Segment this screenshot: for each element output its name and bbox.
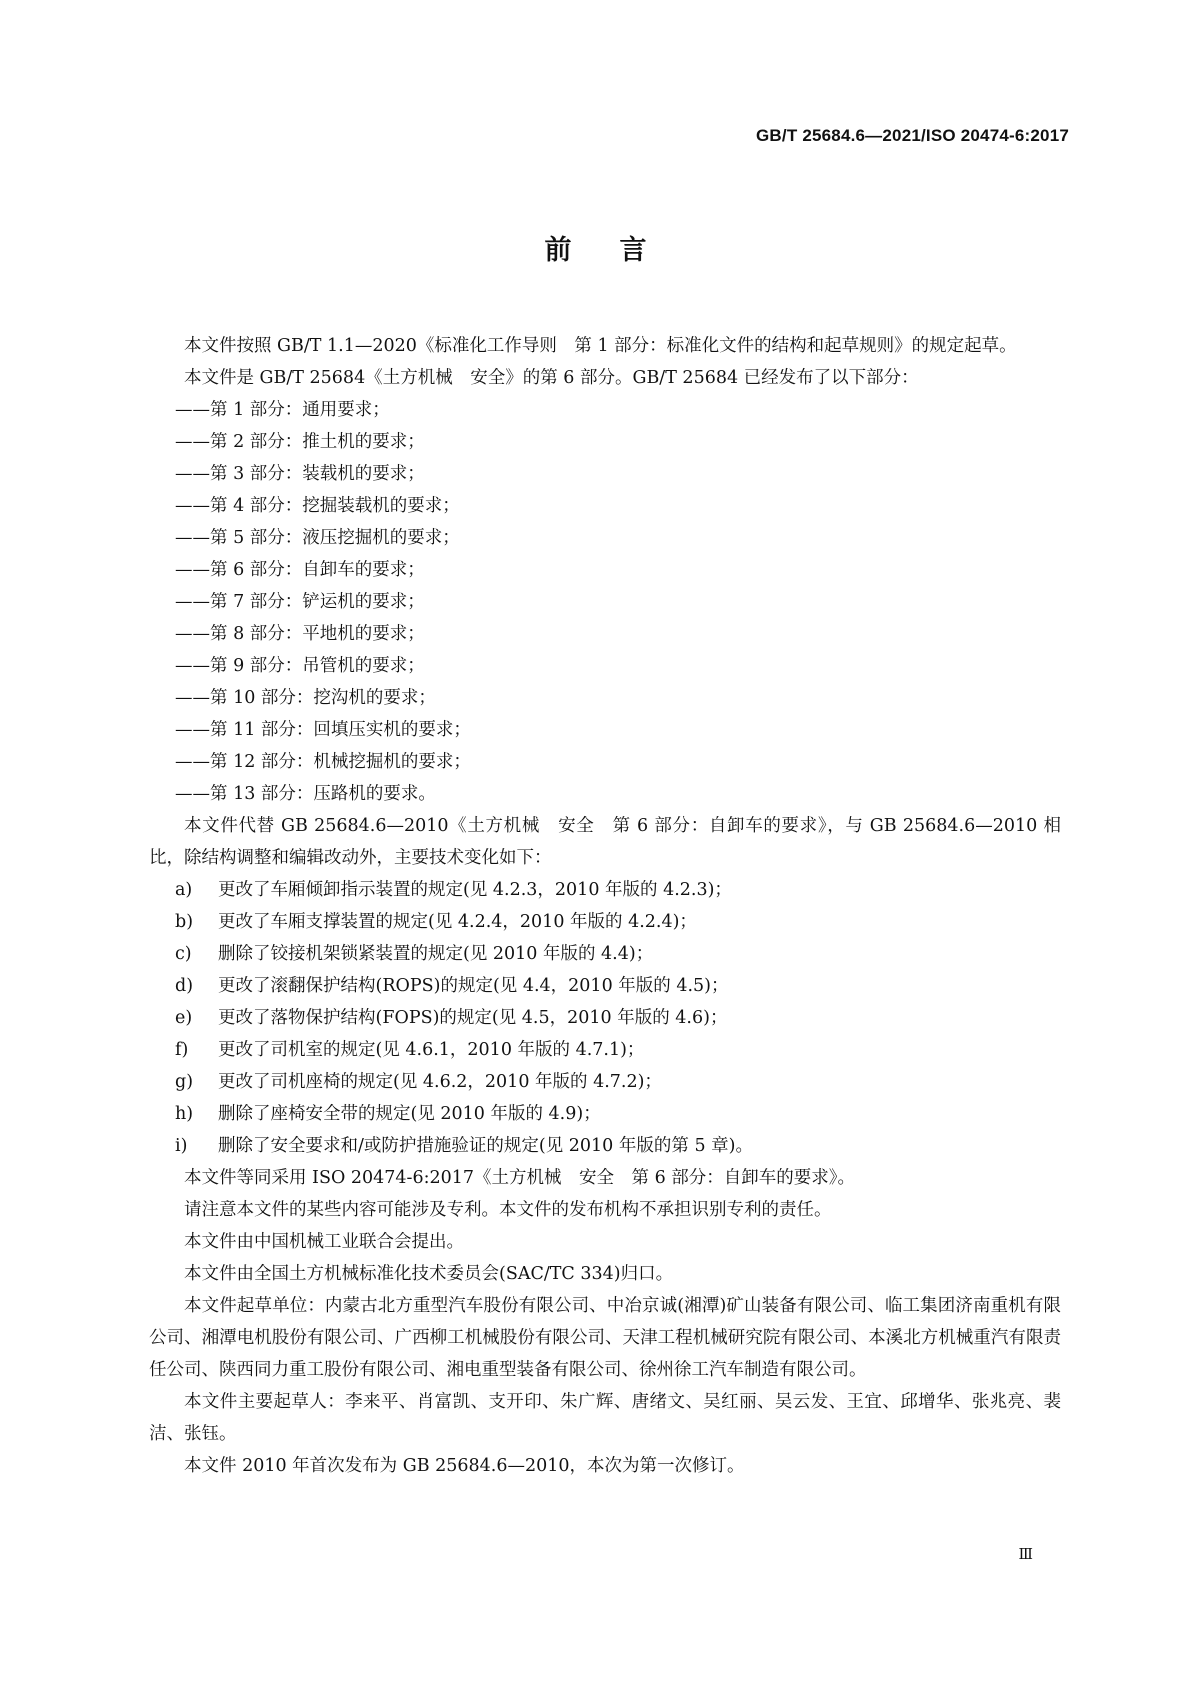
paragraph-administered-by: 本文件由全国土方机械标准化技术委员会(SAC/TC 334)归口。 [184,1264,674,1284]
item-label: b) [175,912,194,932]
item-label: e) [175,1008,193,1028]
item-text: 删除了铰接机架锁紧装置的规定(见 2010 年版的 4.4)； [218,944,654,964]
item-label: h) [175,1104,194,1124]
list-item: —— 第 13 部分：压路机的要求。 [149,778,1061,810]
item-label: i) [175,1136,188,1156]
paragraph-proposed-by: 本文件由中国机械工业联合会提出。 [184,1232,464,1252]
parts-list [149,394,1061,810]
title-char-2: 言 [619,235,647,266]
list-item: —— 第 9 部分：吊管机的要求； [149,650,1061,682]
item-text: 删除了座椅安全带的规定(见 2010 年版的 4.9)； [218,1104,601,1124]
item-text: 更改了落物保护结构(FOPS)的规定(见 4.5，2010 年版的 4.6)； [218,1008,728,1028]
list-item: —— 第 7 部分：铲运机的要求； [149,586,1061,618]
item-label: f) [175,1040,189,1060]
item-text: 更改了司机室的规定(见 4.6.1，2010 年版的 4.7.1)； [218,1040,645,1060]
item-label: d) [175,976,194,996]
list-item [149,1098,1061,1130]
list-item [149,1002,1061,1034]
list-item [149,970,1061,1002]
standard-code: GB/T 25684.6—2021/ISO 20474-6:2017 [756,126,1069,145]
foreword-body [149,330,1061,1482]
list-item [149,906,1061,938]
paragraph-drafting-units: 本文件起草单位：内蒙古北方重型汽车股份有限公司、中冶京诚(湘潭)矿山装备有限公司、临工集团济南重机有限公司、湘潭电机股份有限公司、广西柳工机械股份有限公司、天津工程机械研究院有限公司、本溪北方机械重汽有限责任公司、陕西同力重工股份有限公司、湘电重型装备有限公司、徐州徐工汽车制造有限公司。 [149,1296,1061,1380]
paragraph-drafting-rules: 本文件按照 GB/T 1.1—2020《标准化工作导则 第 1 部分：标准化文件的结构和起草规则》的规定起草。 [184,336,1017,356]
list-item: —— 第 2 部分：推土机的要求； [149,426,1061,458]
item-label: c) [175,944,192,964]
item-text: 删除了安全要求和/或防护措施验证的规定(见 2010 年版的第 5 章)。 [218,1136,753,1156]
list-item: —— 第 10 部分：挖沟机的要求； [149,682,1061,714]
list-item: —— 第 5 部分：液压挖掘机的要求； [149,522,1061,554]
page-title [0,228,1191,267]
paragraph-patent-notice: 请注意本文件的某些内容可能涉及专利。本文件的发布机构不承担识别专利的责任。 [184,1200,832,1220]
list-item [149,938,1061,970]
list-item [149,874,1061,906]
item-text: 更改了车厢支撑装置的规定(见 4.2.4，2010 年版的 4.2.4)； [218,912,697,932]
paragraph-replaces: 本文件代替 GB 25684.6—2010《土方机械 安全 第 6 部分：自卸车的要求》，与 GB 25684.6—2010 相比，除结构调整和编辑改动外，主要技术变化如下： [149,816,1061,868]
paragraph-series-intro: 本文件是 GB/T 25684《土方机械 安全》的第 6 部分。GB/T 25684 已经发布了以下部分： [184,368,919,388]
paragraph-history: 本文件 2010 年首次发布为 GB 25684.6—2010，本次为第一次修订。 [184,1456,745,1476]
list-item: —— 第 12 部分：机械挖掘机的要求； [149,746,1061,778]
item-label: g) [175,1072,194,1092]
title-char-1: 前 [544,235,572,266]
list-item [149,1130,1061,1162]
paragraph-equivalence: 本文件等同采用 ISO 20474-6:2017《土方机械 安全 第 6 部分：自卸车的要求》。 [184,1168,856,1188]
list-item: —— 第 1 部分：通用要求； [149,394,1061,426]
changes-list [149,874,1061,1162]
list-item [149,1034,1061,1066]
list-item: —— 第 8 部分：平地机的要求； [149,618,1061,650]
item-text: 更改了车厢倾卸指示装置的规定(见 4.2.3，2010 年版的 4.2.3)； [218,880,732,900]
list-item [149,1066,1061,1098]
list-item: —— 第 4 部分：挖掘装载机的要求； [149,490,1061,522]
item-label: a) [175,880,193,900]
list-item: —— 第 6 部分：自卸车的要求； [149,554,1061,586]
page-number: Ⅲ [1018,1545,1033,1563]
list-item: —— 第 11 部分：回填压实机的要求； [149,714,1061,746]
paragraph-drafters: 本文件主要起草人：李来平、肖富凯、支开印、朱广辉、唐绪文、吴红丽、吴云发、王宜、邱增华、张兆亮、裴洁、张钰。 [149,1392,1061,1444]
item-text: 更改了滚翻保护结构(ROPS)的规定(见 4.4，2010 年版的 4.5)； [218,976,729,996]
list-item: —— 第 3 部分：装载机的要求； [149,458,1061,490]
item-text: 更改了司机座椅的规定(见 4.6.2，2010 年版的 4.7.2)； [218,1072,662,1092]
